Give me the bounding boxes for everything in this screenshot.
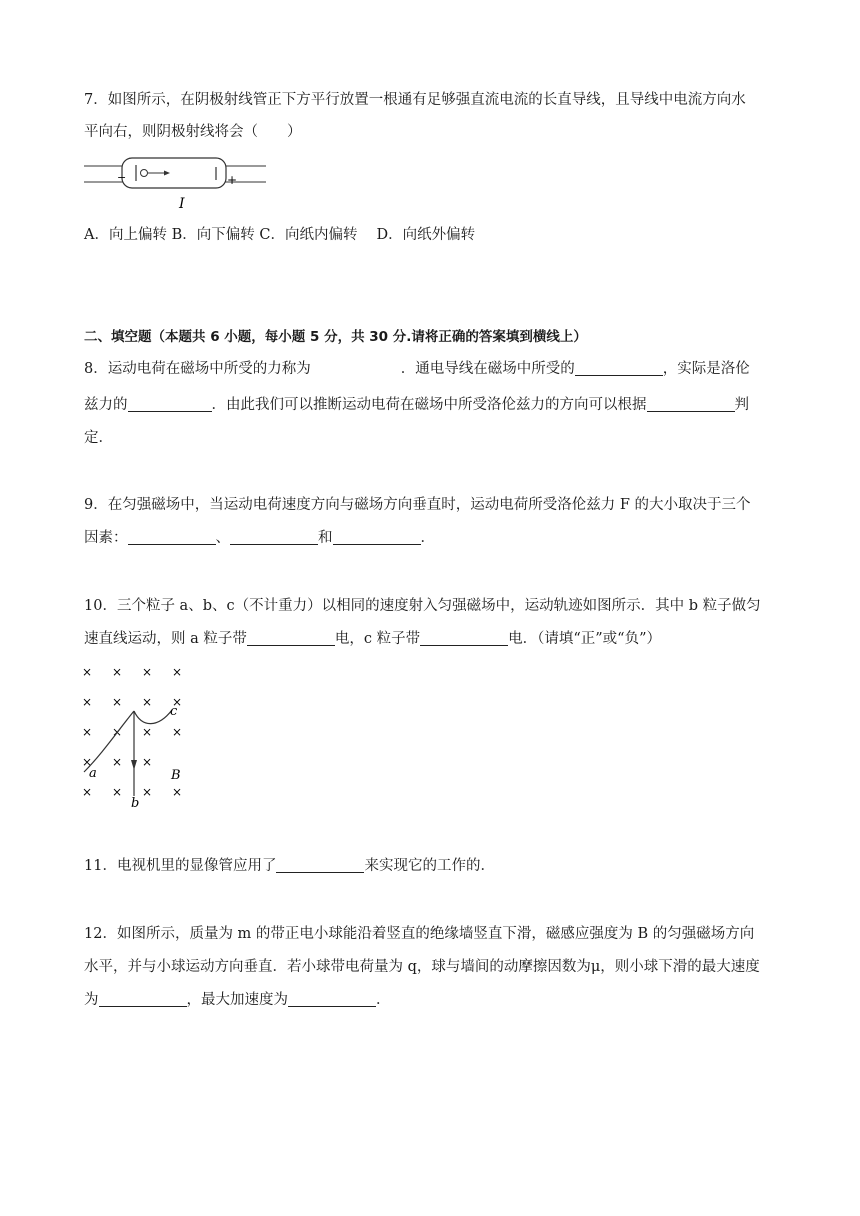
q9-line-2 xyxy=(84,528,435,548)
current-label: I xyxy=(179,196,185,210)
label-b: b xyxy=(131,796,140,810)
field-cross: × xyxy=(112,695,123,709)
q9-text-a: 因素： xyxy=(84,530,128,546)
field-cross: × xyxy=(112,665,123,679)
q8-line-1 xyxy=(84,359,750,379)
q8-text-f: 判 xyxy=(734,397,749,413)
q11-text-a: 11．电视机里的显像管应用了 xyxy=(84,858,277,874)
q8-line-2 xyxy=(84,395,749,415)
cathode-ray-tube-figure xyxy=(84,152,274,210)
field-cross: × xyxy=(172,785,183,799)
label-field-B: B xyxy=(171,768,181,783)
label-a: a xyxy=(89,766,97,781)
q11-blank-1[interactable] xyxy=(276,858,364,873)
q7-stem-line-2: 平向右，则阴极射线将会（ ） xyxy=(84,124,302,140)
q9-text-d: ． xyxy=(420,530,435,546)
q10-text-b: 电，c 粒子带 xyxy=(334,631,421,647)
q11-line xyxy=(84,856,495,876)
q8-text-b: ．通电导线在磁场中所受的 xyxy=(400,361,575,377)
field-cross: × xyxy=(172,695,183,709)
q12-text-b: ，最大加速度为 xyxy=(186,992,288,1008)
plus-sign: + xyxy=(227,173,238,187)
magnetic-field-figure xyxy=(80,658,185,810)
q12-text-a: 为 xyxy=(84,992,99,1008)
q12-line-1: 12．如图所示，质量为 m 的带正电小球能沿着竖直的绝缘墙竖直下滑，磁感应强度为 B 的匀强磁场方向 xyxy=(84,926,755,942)
q8-blank-4[interactable] xyxy=(647,397,735,412)
field-cross: × xyxy=(142,695,153,709)
field-cross: × xyxy=(172,665,183,679)
q8-line-3: 定． xyxy=(84,430,113,446)
q10-text-a: 速直线运动，则 a 粒子带 xyxy=(84,631,247,647)
q10-blank-2[interactable] xyxy=(420,631,508,646)
field-cross: × xyxy=(82,665,93,679)
section-heading: 二、填空题（本题共 6 小题，每小题 5 分，共 30 分.请将正确的答案填到横线上） xyxy=(84,329,587,345)
q12-line-3 xyxy=(84,990,391,1010)
label-c: c xyxy=(170,704,178,719)
q10-line-1: 10．三个粒子 a、b、c（不计重力）以相同的速度射入匀强磁场中，运动轨迹如图所示．其中 b 粒子做匀 xyxy=(84,598,761,614)
q9-line-1: 9．在匀强磁场中，当运动电荷速度方向与磁场方向垂直时，运动电荷所受洛伦兹力 F 的大小取决于三个 xyxy=(84,497,751,513)
q7-options: A．向上偏转 B．向下偏转 C．向纸内偏转 D．向纸外偏转 xyxy=(84,227,476,243)
field-cross: × xyxy=(82,785,93,799)
q9-text-c: 和 xyxy=(318,530,333,546)
q12-text-c: ． xyxy=(376,992,391,1008)
q10-text-c: 电．（请填“正”或“负”） xyxy=(508,631,662,647)
field-cross: × xyxy=(112,725,123,739)
field-cross-marks xyxy=(82,665,182,799)
field-cross: × xyxy=(172,725,183,739)
q9-blank-2[interactable] xyxy=(230,530,318,545)
q12-blank-2[interactable] xyxy=(288,992,376,1007)
field-cross: × xyxy=(112,755,123,769)
minus-sign: − xyxy=(117,171,127,184)
q8-text-e: ．由此我们可以推断运动电荷在磁场中所受洛伦兹力的方向可以根据 xyxy=(211,397,647,413)
field-cross: × xyxy=(142,755,153,769)
q8-text-d: 兹力的 xyxy=(84,397,128,413)
field-cross: × xyxy=(82,695,93,709)
field-cross: × xyxy=(142,665,153,679)
q10-blank-1[interactable] xyxy=(247,631,335,646)
q9-blank-3[interactable] xyxy=(333,530,421,545)
q10-line-2 xyxy=(84,629,661,649)
q11-text-b: 来实现它的工作的． xyxy=(364,858,495,874)
field-cross: × xyxy=(142,725,153,739)
q7-stem-line-1: 7．如图所示，在阴极射线管正下方平行放置一根通有足够强直流电流的长直导线，且导线中电流方向水 xyxy=(84,92,746,108)
q8-blank-2[interactable] xyxy=(575,361,663,376)
field-cross: × xyxy=(82,755,93,769)
q9-text-b: 、 xyxy=(215,530,230,546)
q8-text-c: ，实际是洛伦 xyxy=(662,361,750,377)
q9-blank-1[interactable] xyxy=(128,530,216,545)
q8-blank-3[interactable] xyxy=(128,397,212,412)
q8-text-a: 8．运动电荷在磁场中所受的力称为 xyxy=(84,361,311,377)
q12-blank-1[interactable] xyxy=(99,992,187,1007)
q12-line-2: 水平，并与小球运动方向垂直．若小球带电荷量为 q，球与墙间的动摩擦因数为μ，则小球下滑的最大速度 xyxy=(84,959,760,975)
field-cross: × xyxy=(112,785,123,799)
field-cross: × xyxy=(142,785,153,799)
field-cross: × xyxy=(82,725,93,739)
